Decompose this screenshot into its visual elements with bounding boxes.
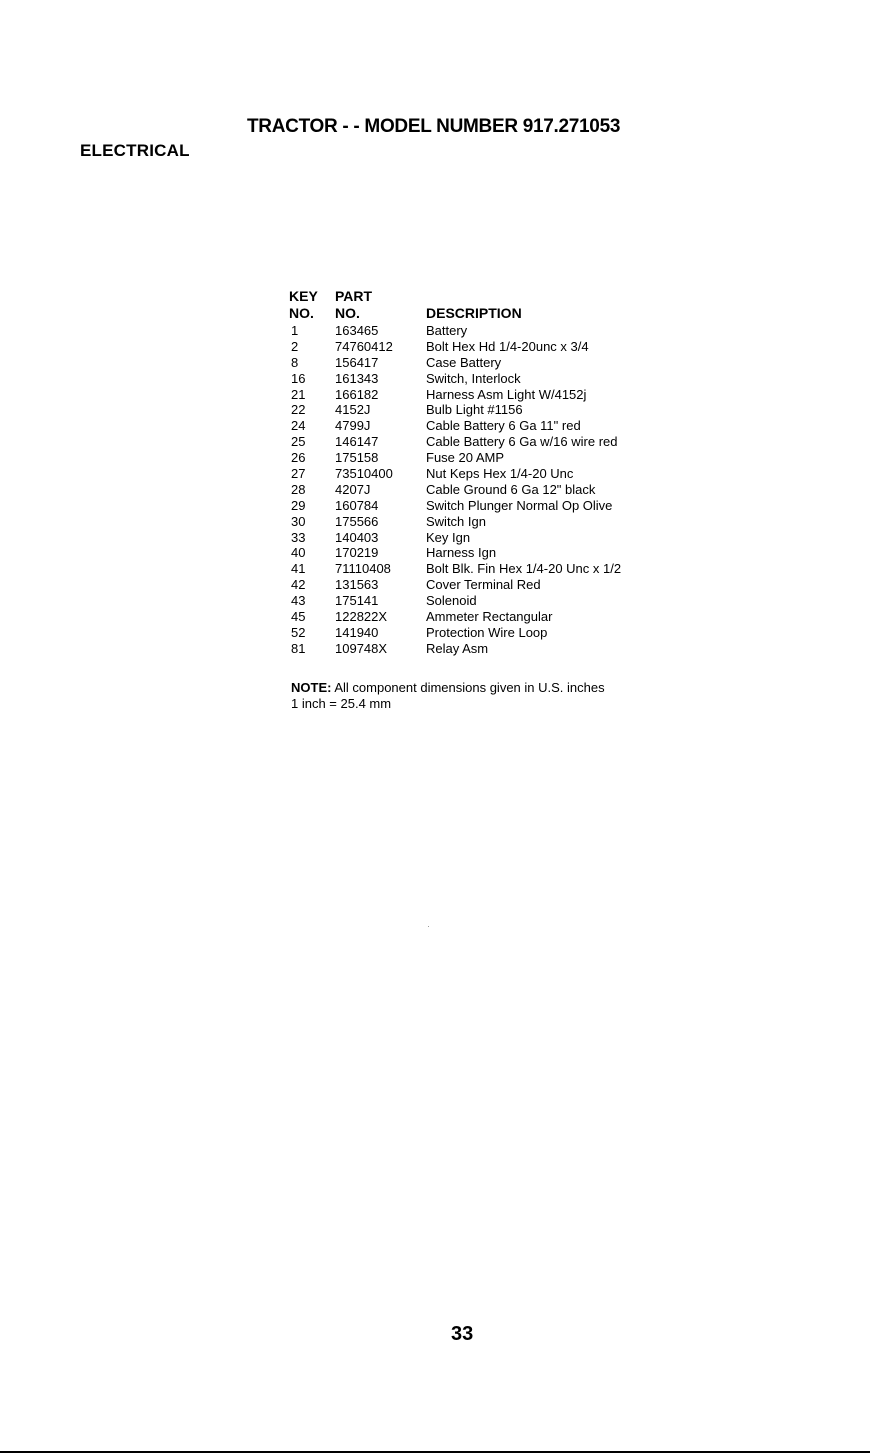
description-cell: Bulb Light #1156: [426, 402, 523, 418]
part-no-cell: 161343: [335, 370, 379, 386]
key-no-cell: 25: [291, 434, 306, 450]
key-no-cell: 30: [291, 513, 306, 529]
note-line: [291, 680, 605, 696]
page-number: 33: [451, 1323, 474, 1345]
key-no-cell: 22: [291, 402, 306, 418]
part-no-cell: 74760412: [335, 338, 393, 354]
description-cell: Protection Wire Loop: [426, 624, 548, 640]
table-header-row-1: [289, 289, 686, 306]
table-row: [289, 371, 686, 387]
description-cell: Bolt Hex Hd 1/4-20unc x 3/4: [426, 338, 589, 354]
description-cell: Switch Plunger Normal Op Olive: [426, 497, 613, 513]
description-cell: Cable Ground 6 Ga 12" black: [426, 481, 596, 497]
key-no-cell: 21: [291, 386, 306, 402]
description-cell: Fuse 20 AMP: [426, 450, 505, 466]
key-no-cell: 2: [291, 338, 299, 354]
table-header-row-2: [289, 306, 686, 323]
description-cell: Switch, Interlock: [426, 370, 521, 386]
description-cell: Key Ign: [426, 529, 471, 545]
description-cell: Harness Ign: [426, 545, 497, 561]
key-no-cell: 43: [291, 593, 306, 609]
part-no-cell: 166182: [335, 386, 379, 402]
key-no-cell: 40: [291, 545, 306, 561]
table-row: [289, 450, 686, 466]
section-heading: ELECTRICAL: [80, 141, 190, 160]
note-text: All component dimensions given in U.S. inches: [331, 680, 605, 695]
key-no-cell: 26: [291, 450, 306, 466]
part-no-cell: 71110408: [335, 561, 391, 577]
table-row: [289, 466, 686, 482]
table-row: [289, 387, 686, 403]
note-conversion: 1 inch = 25.4 mm: [291, 696, 392, 711]
part-no-cell: 146147: [335, 434, 379, 450]
part-no-cell: 4799J: [335, 418, 371, 434]
description-cell: Case Battery: [426, 354, 502, 370]
part-no-cell: 122822X: [335, 609, 388, 625]
key-no-cell: 28: [291, 481, 306, 497]
part-no-cell: 141940: [335, 624, 379, 640]
table-row: [289, 545, 686, 561]
table-row: [289, 498, 686, 514]
table-row: [289, 514, 686, 530]
part-no-cell: 156417: [335, 354, 379, 370]
table-row: [289, 577, 686, 593]
key-no-cell: 1: [291, 323, 299, 338]
header-part-no: NO.: [335, 305, 360, 321]
print-speck: [428, 926, 429, 927]
table-row: [289, 418, 686, 434]
description-cell: Solenoid: [426, 593, 477, 609]
header-part: PART: [335, 288, 373, 304]
key-no-cell: 16: [291, 370, 306, 386]
description-cell: Cable Battery 6 Ga 11" red: [426, 418, 581, 434]
key-no-cell: 29: [291, 497, 306, 513]
table-row: [289, 323, 686, 339]
part-no-cell: 131563: [335, 577, 379, 593]
part-no-cell: 175566: [335, 513, 379, 529]
note: [291, 680, 605, 712]
part-no-cell: 4152J: [335, 402, 371, 418]
table-row: [289, 355, 686, 371]
table-row: [289, 625, 686, 641]
parts-table: [289, 289, 686, 657]
part-no-cell: 170219: [335, 545, 379, 561]
key-no-cell: 27: [291, 466, 306, 482]
key-no-cell: 81: [291, 640, 306, 656]
header-key-no: NO.: [289, 305, 314, 321]
table-row: [289, 593, 686, 609]
description-cell: Battery: [426, 323, 468, 338]
description-cell: Ammeter Rectangular: [426, 609, 553, 625]
key-no-cell: 52: [291, 624, 306, 640]
part-no-cell: 175141: [335, 593, 379, 609]
description-cell: Cable Battery 6 Ga w/16 wire red: [426, 434, 618, 450]
table-row: [289, 339, 686, 355]
table-body: [289, 323, 686, 657]
part-no-cell: 109748X: [335, 640, 388, 656]
header-key: KEY: [289, 288, 318, 304]
table-row: [289, 434, 686, 450]
key-no-cell: 24: [291, 418, 306, 434]
part-no-cell: 175158: [335, 450, 379, 466]
description-cell: Cover Terminal Red: [426, 577, 541, 593]
description-cell: Nut Keps Hex 1/4-20 Unc: [426, 466, 574, 482]
table-row: [289, 561, 686, 577]
table-row: [289, 641, 686, 657]
part-no-cell: 163465: [335, 323, 379, 338]
key-no-cell: 45: [291, 609, 306, 625]
table-row: [289, 482, 686, 498]
part-no-cell: 140403: [335, 529, 379, 545]
bottom-rule: [0, 1451, 870, 1453]
table-row: [289, 530, 686, 546]
page-title: TRACTOR - - MODEL NUMBER 917.271053: [247, 116, 621, 137]
key-no-cell: 42: [291, 577, 306, 593]
key-no-cell: 33: [291, 529, 306, 545]
key-no-cell: 41: [291, 561, 306, 577]
table-row: [289, 402, 686, 418]
description-cell: Relay Asm: [426, 640, 489, 656]
part-no-cell: 160784: [335, 497, 379, 513]
description-cell: Harness Asm Light W/4152j: [426, 386, 587, 402]
part-no-cell: 73510400: [335, 466, 393, 482]
part-no-cell: 4207J: [335, 481, 371, 497]
header-blank: [426, 289, 686, 306]
header-description: DESCRIPTION: [426, 305, 522, 321]
note-label: NOTE:: [291, 680, 332, 695]
key-no-cell: 8: [291, 354, 299, 370]
table-row: [289, 609, 686, 625]
description-cell: Switch Ign: [426, 513, 486, 529]
description-cell: Bolt Blk. Fin Hex 1/4-20 Unc x 1/2: [426, 561, 622, 577]
